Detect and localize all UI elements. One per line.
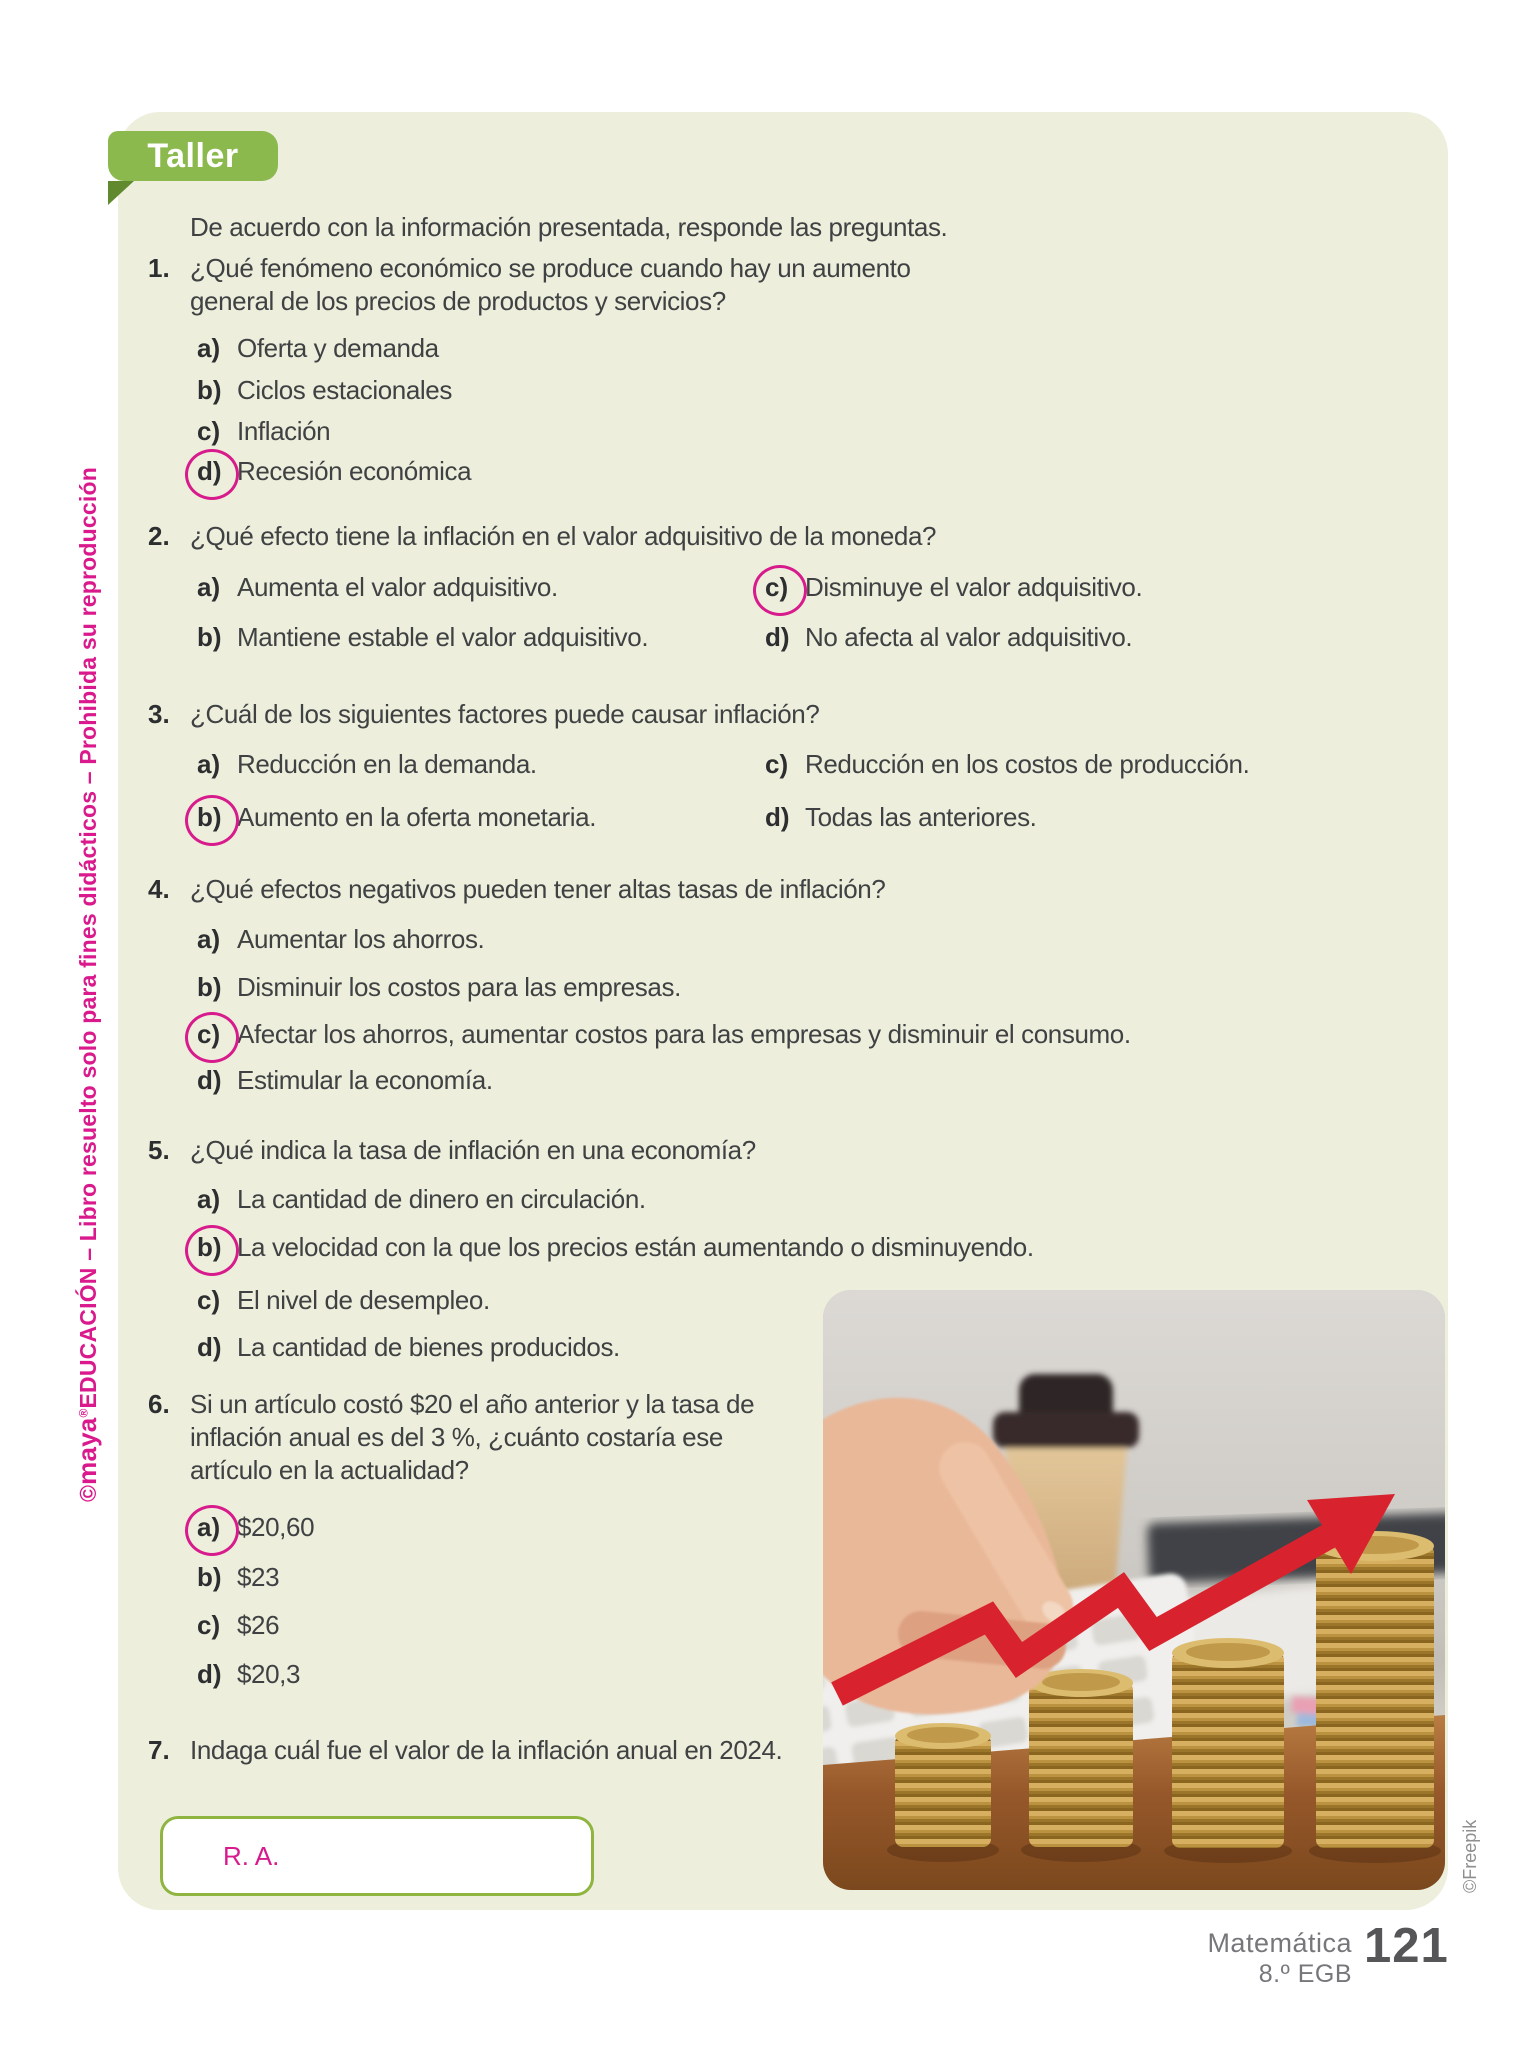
option-text: Afectar los ahorros, aumentar costos para las empresas y disminuir el consumo. bbox=[237, 1019, 1131, 1049]
option-letter: d) bbox=[765, 622, 790, 652]
option-text: Disminuye el valor adquisitivo. bbox=[805, 572, 1143, 602]
question-4-option-b bbox=[197, 971, 681, 1004]
option-letter: c) bbox=[765, 749, 789, 779]
option-letter: b) bbox=[197, 622, 222, 652]
question-1-option-d bbox=[197, 455, 471, 488]
question-4-option-c bbox=[197, 1018, 1131, 1051]
option-text: Reducción en la demanda. bbox=[237, 749, 537, 779]
option-text: Aumentar los ahorros. bbox=[237, 924, 485, 954]
page-number: 121 bbox=[1364, 1919, 1449, 1973]
option-letter: a) bbox=[197, 572, 221, 602]
taller-badge-label: Taller bbox=[147, 137, 239, 175]
question-6-option-c bbox=[197, 1609, 279, 1642]
sidebar-copyright-text bbox=[72, 467, 103, 1502]
question-3-number: 3. bbox=[148, 699, 170, 729]
footer-subject: Matemática bbox=[1207, 1928, 1352, 1958]
answer-box bbox=[160, 1816, 594, 1896]
question-2-option-d bbox=[765, 621, 1132, 654]
footer-course bbox=[1100, 1928, 1352, 1990]
option-text: Estimular la economía. bbox=[237, 1065, 493, 1095]
question-2-number: 2. bbox=[148, 521, 170, 551]
option-text: Disminuir los costos para las empresas. bbox=[237, 972, 681, 1002]
coin-stack-4 bbox=[1309, 1531, 1441, 1863]
option-text: Inflación bbox=[237, 416, 331, 446]
question-6-option-d bbox=[197, 1658, 300, 1691]
option-text: La cantidad de bienes producidos. bbox=[237, 1332, 620, 1362]
question-3 bbox=[148, 698, 1090, 731]
option-letter: c) bbox=[197, 1018, 237, 1051]
option-letter: b) bbox=[197, 375, 222, 405]
copyright-notice: – Libro resuelto solo para fines didácticos – Prohibida su reproducción bbox=[75, 466, 101, 1268]
option-text: La cantidad de dinero en circulación. bbox=[237, 1184, 646, 1214]
option-letter: d) bbox=[197, 1659, 222, 1689]
question-2-text: ¿Qué efecto tiene la inflación en el valor adquisitivo de la moneda? bbox=[190, 521, 937, 551]
option-letter: c) bbox=[197, 416, 221, 446]
question-5-option-c bbox=[197, 1284, 490, 1317]
option-text: $23 bbox=[237, 1562, 280, 1592]
question-6 bbox=[148, 1388, 790, 1487]
answer-box-label: R. A. bbox=[223, 1841, 280, 1871]
question-3-option-d bbox=[765, 801, 1037, 834]
option-letter: c) bbox=[197, 1610, 221, 1640]
question-4-number: 4. bbox=[148, 874, 170, 904]
question-1-option-b bbox=[197, 374, 452, 407]
question-6-text: Si un artículo costó $20 el año anterior y la tasa de inflación anual es del 3 %, ¿cuánto costaría ese artículo en la actualidad? bbox=[190, 1389, 755, 1485]
option-letter: b) bbox=[197, 801, 237, 834]
publisher-brand: maya bbox=[72, 1417, 102, 1485]
option-text: No afecta al valor adquisitivo. bbox=[805, 622, 1133, 652]
question-1-option-c bbox=[197, 415, 330, 448]
question-5-option-d bbox=[197, 1331, 620, 1364]
option-text: $26 bbox=[237, 1610, 280, 1640]
question-1 bbox=[148, 252, 990, 318]
intro-text: De acuerdo con la información presentada, responde las preguntas. bbox=[190, 212, 948, 242]
option-letter: c) bbox=[765, 571, 805, 604]
question-1-number: 1. bbox=[148, 253, 170, 283]
question-1-option-a bbox=[197, 332, 439, 365]
coin-stack-3 bbox=[1164, 1638, 1292, 1863]
option-letter: b) bbox=[197, 1231, 237, 1264]
option-text: El nivel de desempleo. bbox=[237, 1285, 490, 1315]
coin-stack-1 bbox=[887, 1723, 999, 1862]
question-5 bbox=[148, 1134, 1090, 1167]
footer-grade: 8.º EGB bbox=[1258, 1960, 1352, 1988]
question-4-option-a bbox=[197, 923, 484, 956]
option-letter: c) bbox=[197, 1285, 221, 1315]
registered-symbol: ® bbox=[76, 1408, 91, 1418]
question-4-text: ¿Qué efectos negativos pueden tener altas tasas de inflación? bbox=[190, 874, 886, 904]
option-text: La velocidad con la que los precios están aumentando o disminuyendo. bbox=[237, 1232, 1034, 1262]
option-text: $20,3 bbox=[237, 1659, 301, 1689]
question-7-number: 7. bbox=[148, 1735, 170, 1765]
copyright-symbol: © bbox=[75, 1484, 101, 1502]
option-letter: d) bbox=[197, 455, 237, 488]
option-letter: a) bbox=[197, 1511, 237, 1544]
question-5-option-b bbox=[197, 1231, 1034, 1264]
option-letter: a) bbox=[197, 924, 221, 954]
question-4-option-d bbox=[197, 1064, 493, 1097]
question-1-text: ¿Qué fenómeno económico se produce cuando hay un aumento general de los precios de productos y servicios? bbox=[190, 253, 911, 316]
option-letter: b) bbox=[197, 1562, 222, 1592]
option-text: Mantiene estable el valor adquisitivo. bbox=[237, 622, 649, 652]
question-3-option-b bbox=[197, 801, 596, 834]
option-letter: d) bbox=[765, 802, 790, 832]
option-letter: a) bbox=[197, 1184, 221, 1214]
content-panel bbox=[118, 112, 1448, 1910]
question-5-number: 5. bbox=[148, 1135, 170, 1165]
question-7-text: Indaga cuál fue el valor de la inflación anual en 2024. bbox=[190, 1735, 783, 1765]
question-3-option-a bbox=[197, 748, 537, 781]
question-5-text: ¿Qué indica la tasa de inflación en una economía? bbox=[190, 1135, 756, 1165]
question-6-option-b bbox=[197, 1561, 279, 1594]
option-text: Ciclos estacionales bbox=[237, 375, 452, 405]
question-2-option-b bbox=[197, 621, 648, 654]
inflation-photo bbox=[823, 1290, 1445, 1890]
option-letter: b) bbox=[197, 972, 222, 1002]
taller-badge bbox=[108, 131, 278, 181]
question-2-option-a bbox=[197, 571, 558, 604]
question-6-number: 6. bbox=[148, 1389, 170, 1419]
option-text: Aumento en la oferta monetaria. bbox=[237, 802, 597, 832]
option-text: Oferta y demanda bbox=[237, 333, 439, 363]
option-text: $20,60 bbox=[237, 1512, 315, 1542]
question-2-option-c bbox=[765, 571, 1142, 604]
coin-stack-2 bbox=[1021, 1669, 1141, 1862]
question-6-option-a bbox=[197, 1511, 314, 1544]
option-text: Todas las anteriores. bbox=[805, 802, 1037, 832]
question-5-option-a bbox=[197, 1183, 646, 1216]
option-text: Aumenta el valor adquisitivo. bbox=[237, 572, 558, 602]
question-2 bbox=[148, 520, 1090, 553]
option-letter: d) bbox=[197, 1065, 222, 1095]
option-text: Reducción en los costos de producción. bbox=[805, 749, 1250, 779]
option-text: Recesión económica bbox=[237, 456, 472, 486]
question-3-text: ¿Cuál de los siguientes factores puede causar inflación? bbox=[190, 699, 820, 729]
publisher-name: EDUCACIÓN bbox=[75, 1267, 101, 1409]
question-3-option-c bbox=[765, 748, 1249, 781]
question-7 bbox=[148, 1734, 790, 1767]
option-letter: a) bbox=[197, 333, 221, 363]
photo-credit: ©Freepik bbox=[1460, 1819, 1480, 1893]
option-letter: a) bbox=[197, 749, 221, 779]
question-4 bbox=[148, 873, 1090, 906]
option-letter: d) bbox=[197, 1332, 222, 1362]
